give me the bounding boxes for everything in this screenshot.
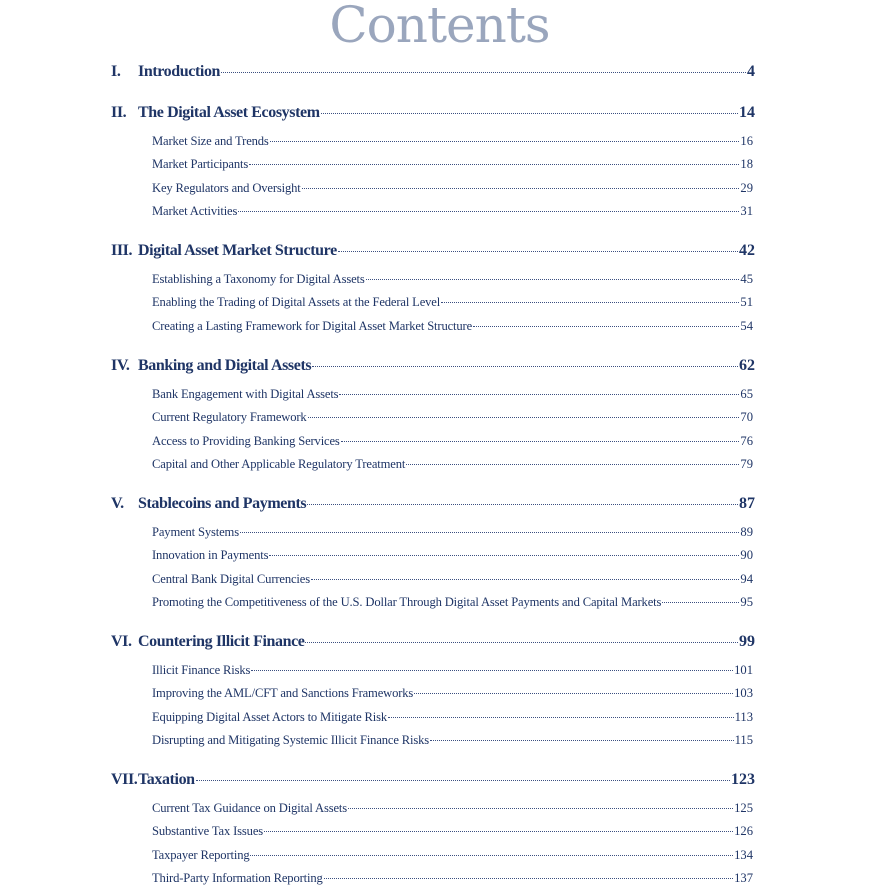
section-page-number: 16 (740, 134, 753, 148)
section-page-number: 101 (734, 663, 753, 677)
dot-leader (388, 717, 734, 718)
dot-leader (366, 279, 740, 280)
dot-leader (473, 326, 739, 327)
chapter-page-number: 42 (739, 242, 755, 259)
toc-section-entry[interactable] (0, 434, 879, 456)
section-line (152, 801, 753, 823)
section-line (152, 387, 753, 409)
section-title: Market Activities (152, 203, 238, 218)
chapter-numeral: VII. (111, 771, 138, 788)
section-line (152, 434, 753, 456)
toc-chapter-entry[interactable] (0, 771, 879, 793)
section-page-number: 31 (740, 203, 753, 218)
toc-chapter-entry[interactable] (0, 495, 879, 517)
section-page-number: 89 (740, 525, 753, 539)
section-line (152, 710, 753, 732)
toc-section-entry[interactable] (0, 824, 879, 846)
chapter-line (138, 242, 755, 264)
chapter-numeral: V. (111, 495, 124, 512)
toc-chapter-entry[interactable] (0, 633, 879, 655)
section-page-number: 70 (740, 410, 753, 425)
section-title: Promoting the Competitiveness of the U.S. Dollar Through Digital Asset Payments and Capital Markets (152, 594, 662, 609)
toc-section-entry[interactable] (0, 157, 879, 179)
dot-leader (307, 504, 738, 505)
section-page-number: 95 (740, 594, 753, 609)
section-line (152, 733, 753, 755)
chapter-title: Stablecoins and Payments (138, 495, 307, 512)
section-title: Third-Party Information Reporting (152, 870, 323, 885)
chapter-numeral: I. (111, 63, 121, 80)
chapter-numeral: VI. (111, 633, 132, 650)
section-line (152, 848, 753, 870)
toc-chapter-entry[interactable] (0, 357, 879, 379)
chapter-title: Taxation (138, 771, 195, 788)
section-line (152, 157, 753, 179)
chapter-line (138, 104, 755, 126)
section-title: Substantive Tax Issues (152, 824, 264, 839)
toc-section-entry[interactable] (0, 457, 879, 479)
dot-leader (312, 366, 738, 367)
section-page-number: 29 (740, 180, 753, 195)
dot-leader (662, 602, 739, 603)
toc-section-entry[interactable] (0, 848, 879, 870)
chapter-title: Banking and Digital Assets (138, 357, 312, 374)
section-line (152, 319, 753, 341)
chapter-title: Countering Illicit Finance (138, 633, 305, 650)
section-line (152, 663, 753, 685)
chapter-page-number: 99 (739, 633, 755, 650)
dot-leader (339, 394, 739, 395)
section-line (152, 181, 753, 203)
toc-section-entry[interactable] (0, 525, 879, 547)
toc-section-entry[interactable] (0, 548, 879, 570)
section-page-number: 79 (740, 456, 753, 471)
section-page-number: 54 (740, 318, 753, 333)
section-title: Current Regulatory Framework (152, 410, 307, 425)
dot-leader (321, 113, 738, 114)
dot-leader (311, 579, 739, 580)
dot-leader (221, 72, 746, 73)
toc-chapter-entry[interactable] (0, 242, 879, 264)
section-title: Central Bank Digital Currencies (152, 571, 310, 586)
dot-leader (324, 878, 733, 879)
dot-leader (238, 211, 739, 212)
dot-leader (348, 808, 733, 809)
chapter-line (138, 63, 755, 85)
dot-leader (240, 532, 739, 533)
section-title: Payment Systems (152, 525, 239, 539)
section-page-number: 51 (740, 295, 753, 310)
chapter-title: The Digital Asset Ecosystem (138, 104, 320, 121)
section-title: Bank Engagement with Digital Assets (152, 387, 339, 401)
section-title: Access to Providing Banking Services (152, 433, 340, 448)
toc-section-entry[interactable] (0, 686, 879, 708)
dot-leader (338, 251, 738, 252)
chapter-numeral: IV. (111, 357, 130, 374)
dot-leader (430, 740, 734, 741)
chapter-page-number: 4 (747, 63, 755, 80)
section-title: Establishing a Taxonomy for Digital Assets (152, 272, 365, 286)
dot-leader (249, 164, 739, 165)
toc-chapter-entry[interactable] (0, 104, 879, 126)
chapter-line (138, 771, 755, 793)
dot-leader (441, 302, 739, 303)
section-page-number: 90 (740, 548, 753, 563)
chapter-numeral: II. (111, 104, 127, 121)
chapter-numeral: III. (111, 242, 133, 259)
chapter-page-number: 14 (739, 104, 755, 121)
section-page-number: 126 (734, 824, 753, 839)
dot-leader (264, 831, 733, 832)
section-title: Enabling the Trading of Digital Assets at the Federal Level (152, 295, 441, 310)
toc-section-entry[interactable] (0, 801, 879, 823)
section-line (152, 595, 753, 617)
section-title: Taxpayer Reporting (152, 847, 250, 862)
dot-leader (308, 417, 740, 418)
section-page-number: 76 (740, 433, 753, 448)
toc-section-entry[interactable] (0, 733, 879, 755)
section-line (152, 686, 753, 708)
section-line (152, 525, 753, 547)
section-title: Disrupting and Mitigating Systemic Illicit Finance Risks (152, 732, 430, 747)
section-title: Creating a Lasting Framework for Digital Asset Market Structure (152, 318, 473, 333)
chapter-line (138, 357, 755, 379)
dot-leader (270, 141, 740, 142)
toc-section-entry[interactable] (0, 204, 879, 226)
section-page-number: 137 (734, 870, 753, 885)
page-title: Contents (329, 0, 550, 54)
dot-leader (406, 464, 739, 465)
section-line (152, 457, 753, 479)
chapter-line (138, 633, 755, 655)
section-page-number: 134 (734, 847, 753, 862)
section-line (152, 134, 753, 156)
section-line (152, 572, 753, 594)
toc-section-entry[interactable] (0, 181, 879, 203)
section-line (152, 548, 753, 570)
dot-leader (305, 642, 738, 643)
chapter-page-number: 123 (731, 771, 755, 788)
dot-leader (251, 670, 733, 671)
section-line (152, 410, 753, 432)
toc-section-entry[interactable] (0, 595, 879, 617)
toc-section-entry[interactable] (0, 272, 879, 294)
toc-section-entry[interactable] (0, 572, 879, 594)
dot-leader (196, 780, 730, 781)
dot-leader (250, 855, 733, 856)
chapter-line (138, 495, 755, 517)
dot-leader (341, 441, 740, 442)
section-page-number: 18 (740, 157, 753, 172)
section-title: Innovation in Payments (152, 548, 269, 563)
section-title: Improving the AML/CFT and Sanctions Frameworks (152, 686, 414, 701)
dot-leader (414, 693, 733, 694)
toc-chapter-entry[interactable] (0, 63, 879, 85)
dot-leader (302, 188, 740, 189)
toc-section-entry[interactable] (0, 663, 879, 685)
section-title: Market Size and Trends (152, 134, 269, 148)
section-page-number: 113 (734, 709, 753, 724)
chapter-page-number: 62 (739, 357, 755, 374)
dot-leader (269, 555, 739, 556)
section-page-number: 65 (740, 387, 753, 401)
section-line (152, 204, 753, 226)
section-page-number: 103 (734, 686, 753, 701)
section-page-number: 125 (734, 801, 753, 815)
chapter-title: Introduction (138, 63, 221, 80)
section-page-number: 94 (740, 571, 753, 586)
toc-section-entry[interactable] (0, 319, 879, 341)
section-title: Equipping Digital Asset Actors to Mitigate Risk (152, 709, 388, 724)
chapter-page-number: 87 (739, 495, 755, 512)
section-page-number: 115 (734, 732, 753, 747)
toc-section-entry[interactable] (0, 710, 879, 732)
section-page-number: 45 (740, 272, 753, 286)
toc-section-entry[interactable] (0, 387, 879, 409)
toc-section-entry[interactable] (0, 295, 879, 317)
section-title: Market Participants (152, 157, 249, 172)
section-line (152, 272, 753, 294)
section-line (152, 824, 753, 846)
toc-section-entry[interactable] (0, 410, 879, 432)
section-title: Current Tax Guidance on Digital Assets (152, 801, 347, 815)
section-title: Key Regulators and Oversight (152, 180, 301, 195)
chapter-title: Digital Asset Market Structure (138, 242, 337, 259)
section-title: Illicit Finance Risks (152, 663, 251, 677)
toc-section-entry[interactable] (0, 134, 879, 156)
section-title: Capital and Other Applicable Regulatory Treatment (152, 456, 406, 471)
section-line (152, 295, 753, 317)
